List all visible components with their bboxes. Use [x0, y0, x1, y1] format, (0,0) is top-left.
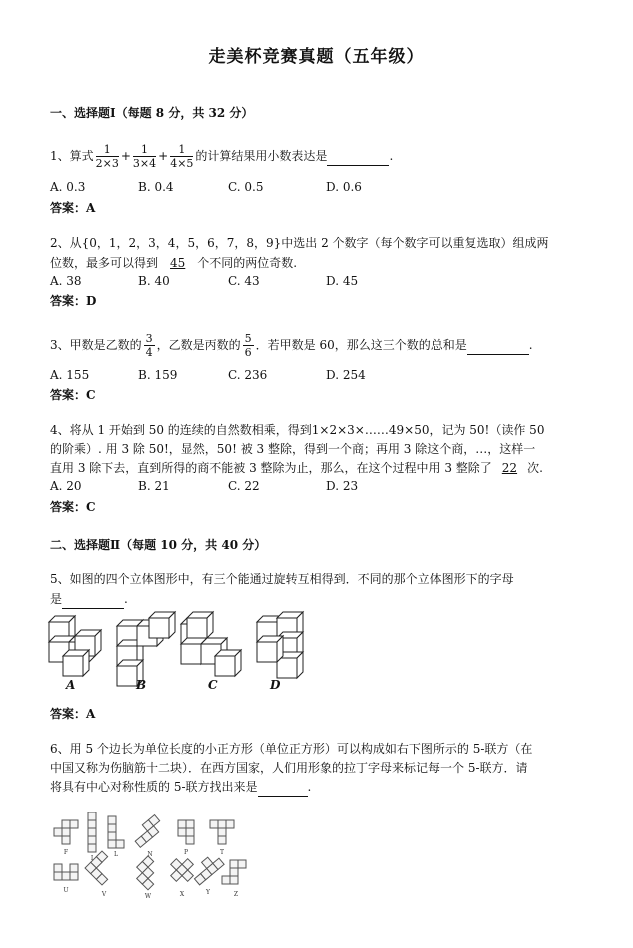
q3-answer: 答案：C [50, 388, 96, 402]
page-title: 走美杯竞赛真题（五年级） [208, 47, 425, 67]
q4-text: 直用 3 除下去，直到所得的商不能被 3 整除为止，那么，在这个过程中用 3 整除了 [50, 461, 492, 475]
q1-suffix: 的计算结果用小数表达是 [195, 149, 328, 163]
q6-line-1: 6、用 5 个边长为单位长度的小正方形（单位正方形）可以构成如右下图所示的 5-联方（在 [50, 742, 533, 756]
q2-line-2 [50, 254, 297, 272]
q6-text: 将具有中心对称性质的 5-联方找出来是 [50, 780, 258, 794]
cube-figure-c [181, 612, 241, 676]
q3-answer-blank [467, 336, 529, 355]
q1-answer: 答案：A [50, 201, 96, 215]
pentomino-i [88, 812, 96, 852]
q1-prefix: 1、算式 [50, 149, 94, 163]
pentomino-label-z: Z [233, 891, 239, 898]
q3-option-a: A. 155 [50, 368, 90, 382]
pentomino-p [178, 820, 194, 844]
pentomino-l [108, 816, 124, 848]
pentomino-label-p: P [183, 849, 189, 856]
q4-line-3 [50, 459, 543, 477]
q5-label-d: D [270, 678, 281, 692]
q4-text-end: 次. [527, 461, 543, 475]
pentomino-w [131, 856, 165, 890]
pentomino-label-x: X [179, 891, 185, 898]
pentomino-label-f: F [63, 849, 69, 856]
pentomino-label-w: W [144, 893, 152, 900]
q3-option-d: D. 254 [326, 368, 366, 382]
q2-option-c: C. 43 [228, 274, 260, 288]
question-1 [50, 143, 393, 170]
pentomino-x [165, 853, 199, 887]
pentomino-f [54, 820, 78, 844]
pentomino-u [54, 864, 78, 880]
q1-answer-blank [327, 147, 389, 166]
q5-end: . [124, 592, 128, 606]
q5-line-1: 5、如图的四个立体图形中，有三个能通过旋转互相得到．不同的那个立体图形下的字母 [50, 572, 514, 586]
q5-text: 是 [50, 592, 63, 606]
q1-end: . [389, 149, 394, 163]
q3-text: 3、甲数是乙数的 [50, 338, 142, 352]
q4-answer: 答案：C [50, 500, 96, 514]
question-3 [50, 332, 533, 359]
pentomino-label-l: L [114, 851, 118, 858]
q2-option-a: A. 38 [50, 274, 82, 288]
q5-label-a: A [66, 678, 76, 692]
q2-answer: 答案：D [50, 294, 97, 308]
q2-text-end: 个不同的两位奇数. [197, 256, 298, 270]
pentomino-label-y: Y [206, 889, 210, 896]
q3-fraction-1: $\frac{3}{4}$ [145, 332, 153, 359]
section-heading-1: 一、选择题Ⅰ（每题 8 分，共 32 分） [50, 106, 254, 120]
q5-answer: 答案：A [50, 707, 96, 721]
q6-end: . [307, 780, 312, 794]
q5-line-2 [50, 590, 128, 609]
q4-line-1: 4、将从 1 开始到 50 的连续的自然数相乘，得到1×2×3×……49×50，记为 50!（读作 50 [50, 423, 545, 437]
q3-option-b: B. 159 [138, 368, 178, 382]
q4-option-d: D. 23 [326, 479, 359, 493]
q3-option-c: C. 236 [228, 368, 268, 382]
q2-option-d: D. 45 [326, 274, 359, 288]
q4-option-b: B. 21 [138, 479, 170, 493]
pentomino-label-t: T [219, 849, 225, 856]
pentomino-label-i: I [90, 855, 94, 862]
q1-option-a: A. 0.3 [50, 180, 86, 194]
pentomino-z [222, 860, 246, 884]
q1-fraction-1: $\frac{1}{2\times 3}$ [95, 143, 119, 170]
q1-fraction-3: $\frac{1}{4\times 5}$ [170, 143, 194, 170]
q1-plus: + [120, 149, 131, 163]
q4-fill-answer: 22 [501, 461, 518, 475]
q4-line-2: 的阶乘）. 用 3 除 50!，显然，50! 被 3 整除，得到一个商；再用 3 除这个商，…，这样一 [50, 442, 536, 456]
q1-option-c: C. 0.5 [228, 180, 264, 194]
q2-text: 位数，最多可以得到 [50, 256, 159, 270]
q2-fill-answer: 45 [170, 256, 186, 270]
q1-plus: + [158, 149, 169, 163]
pentomino-n [130, 815, 165, 848]
q3-text-mid: ，乙数是丙数的 [156, 338, 241, 352]
q5-answer-blank [62, 590, 124, 609]
q4-option-c: C. 22 [228, 479, 260, 493]
pentomino-t [210, 820, 234, 844]
q2-option-b: B. 40 [138, 274, 170, 288]
q5-label-c: C [208, 678, 218, 692]
q3-fraction-2: $\frac{5}{6}$ [244, 332, 252, 359]
q6-answer-blank [258, 778, 308, 797]
cube-figure-a [49, 616, 101, 676]
cube-figure-b [117, 612, 175, 686]
q1-fraction-2: $\frac{1}{3\times 4}$ [132, 143, 157, 170]
section-heading-2: 二、选择题Ⅱ（每题 10 分，共 40 分） [50, 538, 267, 552]
pentomino-label-u: U [63, 887, 69, 894]
pentomino-label-v: V [101, 891, 107, 898]
pentomino-y [189, 852, 224, 885]
q3-text-post: ．若甲数是 60，那么这三个数的总和是 [255, 338, 467, 352]
q6-line-2: 中国又称为伤脑筋十二块）．在西方国家，人们用形象的拉丁字母来标记每一个 5-联方．请 [50, 761, 528, 775]
q1-option-d: D. 0.6 [326, 180, 362, 194]
q6-pentomino-figure [50, 812, 250, 902]
cube-figure-d [257, 612, 303, 678]
q3-end: . [528, 338, 533, 352]
pentomino-label-n: N [147, 851, 153, 858]
q4-option-a: A. 20 [50, 479, 82, 493]
q2-line-1: 2、从{0，1，2，3，4，5，6，7，8，9}中选出 2 个数字（每个数字可以重复选取）组成两 [50, 236, 549, 250]
q6-line-3 [50, 778, 311, 797]
q1-option-b: B. 0.4 [138, 180, 174, 194]
q5-label-b: B [136, 678, 147, 692]
